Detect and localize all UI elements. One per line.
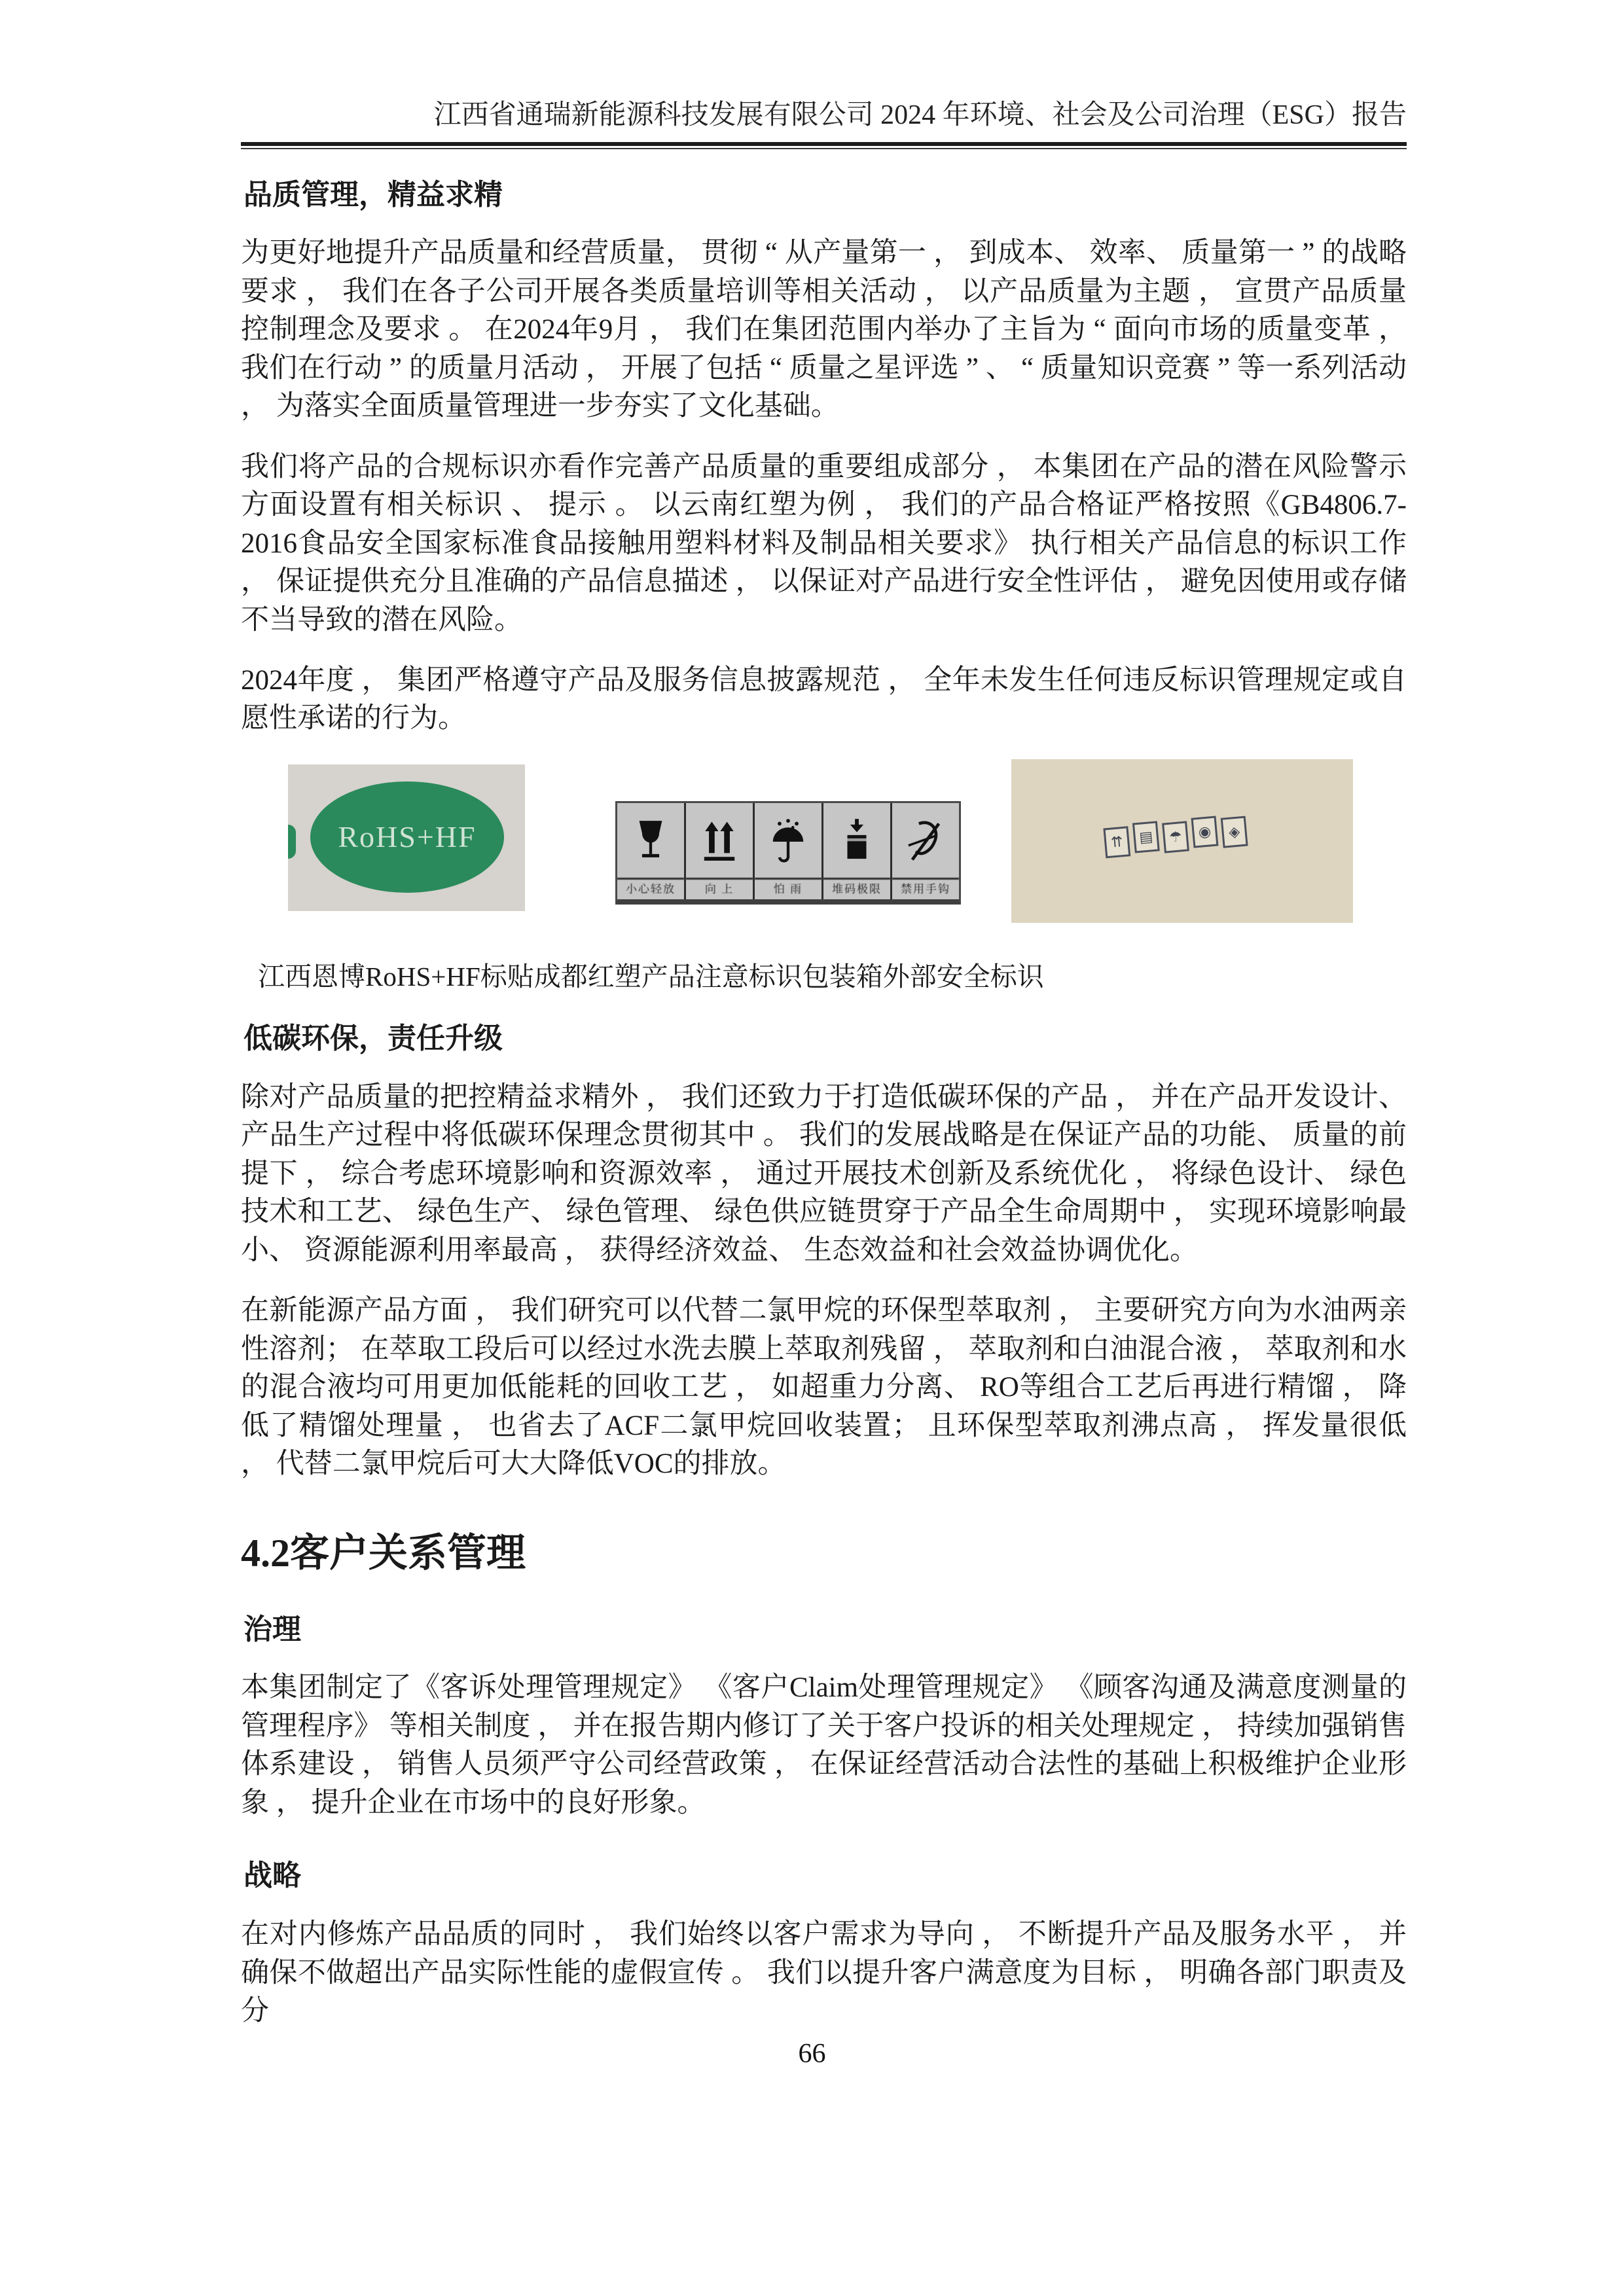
low-carbon-paragraph-1: 除对产品质量的把控精益求精外 ， 我们还致力于打造低碳环保的产品 ， 并在产品开发设计、 产品生产过程中将低碳环保理念贯彻其中 。 我们的发展战略是在保证产品的功能、 质量的前提下 ， 综合考虑环境影响和资源效率 ， 通过开展技术创新及系统优化 ， 将绿色设计、 绿色技术和工艺、 绿色生产、 绿色管理、 绿色供应链贯穿于产品全生命周期中 ， 实现环境影响最小、 资源能源利用率最高 ， 获得经济效益、 生态效益和社会效益协调优化。 bbox=[241, 1081, 1407, 1266]
up-arrows-symbol: ⇈ bbox=[1103, 826, 1130, 858]
low-carbon-paragraph-2: 在新能源产品方面 ， 我们研究可以代替二氯甲烷的环保型萃取剂 ， 主要研究方向为水油两亲性溶剂； 在萃取工段后可以经过水洗去膜上萃取剂残留 ， 萃取剂和白油混合液 ， 萃取剂和水的混合液均可用更加低能耗的回收工艺 ， 如超重力分离、 RO等组合工艺后再进行精馏 ， 降低了精馏处理量 ， 也省去了ACF二氯甲烷回收装置； 且环保型萃取剂沸点高 ， 挥发量很低 ， 代替二氯甲烷后可大大降低VOC的排放。 bbox=[241, 1295, 1407, 1480]
packaging-symbol-cell bbox=[617, 803, 686, 899]
keep-dry-icon bbox=[755, 803, 821, 878]
quality-paragraph-2: 我们将产品的合规标识亦看作完善产品质量的重要组成部分 ， 本集团在产品的潜在风险警示方面设置有相关标识 、 提示 。 以云南红塑为例 ， 我们的产品合格证严格按照《GB4806.7-2016食品安全国家标准食品接触用塑料材料及制品相关要求》 执行相关产品信息的标识工作 ， 保证提供充分且准确的产品信息描述 ， 以保证对产品进行安全性评估 ， 避免因使用或存储不当导致的潜在风险。 bbox=[241, 451, 1407, 636]
rohs-hf-green-ellipse bbox=[310, 781, 504, 893]
handle-care-symbol: ◉ bbox=[1191, 816, 1219, 848]
packaging-symbol-cell bbox=[686, 803, 755, 899]
symbol-caption: 怕 雨 bbox=[755, 878, 821, 899]
rohs-hf-text: RoHS+HF bbox=[338, 820, 477, 854]
quality-paragraph-3: 2024年度 ， 集团严格遵守产品及服务信息披露规范 ， 全年未发生任何违反标识管理规定或自愿性承诺的行为。 bbox=[241, 664, 1407, 734]
strategy-paragraph: 在对内修炼产品品质的同时 ， 我们始终以客户需求为导向 ， 不断提升产品及服务水平 ， 并确保不做超出产品实际性能的虚假宣传 。 我们以提升客户满意度为目标 ， 明确各部门职责及分 bbox=[241, 1919, 1407, 2026]
stacking-symbol: ▤ bbox=[1132, 821, 1160, 853]
symbol-caption: 堆码极限 bbox=[823, 878, 890, 899]
figure-row bbox=[241, 759, 1407, 924]
packaging-symbol-cell bbox=[823, 803, 892, 899]
figure-packaging-symbols-strip bbox=[615, 801, 961, 905]
symbol-caption: 向 上 bbox=[686, 878, 753, 899]
heading-quality-management: 品质管理，精益求精 bbox=[244, 178, 503, 211]
report-header-title: 江西省通瑞新能源科技发展有限公司 2024 年环境、社会及公司治理（ESG）报告 bbox=[433, 100, 1407, 130]
packaging-symbol-cell bbox=[892, 803, 959, 899]
symbol-caption: 小心轻放 bbox=[617, 878, 684, 899]
page-number: 66 bbox=[798, 2039, 826, 2069]
figure-caption: 江西恩博RoHS+HF标贴成都红塑产品注意标识包装箱外部安全标识 bbox=[258, 961, 1044, 992]
quality-paragraph-1: 为更好地提升产品质量和经营质量， 贯彻 “ 从产量第一 ， 到成本、 效率、 质量第一 ” 的战略要求 ， 我们在各子公司开展各类质量培训等相关活动 ， 以产品质量为主题 ， 宣贯产品质量控制理念及要求 。 在2024年9月 ， 我们在集团范围内举办了主旨为 “ 面向市场的质量变革 ， 我们在行动 ” 的质量月活动 ， 开展了包括 “ 质量之星评选 ” 、 “ 质量知识竞赛 ” 等一系列活动 ， 为落实全面质量管理进一步夯实了文化基础。 bbox=[241, 238, 1407, 422]
adjacent-label-sliver bbox=[288, 825, 296, 859]
this-way-up-icon bbox=[686, 803, 753, 878]
shield-symbol: ◈ bbox=[1221, 816, 1248, 848]
no-hand-hooks-icon bbox=[892, 803, 959, 878]
carton-symbol-row bbox=[1103, 816, 1248, 859]
fragile-glass-icon bbox=[617, 803, 684, 878]
symbol-caption: 禁用手钩 bbox=[892, 878, 959, 899]
packaging-symbol-cell bbox=[755, 803, 823, 899]
figure-carton-safety-labels bbox=[1011, 759, 1353, 923]
governance-paragraph: 本集团制定了《客诉处理管理规定》 《客户Claim处理管理规定》 《顾客沟通及满意度测量的管理程序》 等相关制度 ， 并在报告期内修订了关于客户投诉的相关处理规定 ， 持续加强销售体系建设 ， 销售人员须严守公司经营政策 ， 在保证经营活动合法性的基础上积极维护企业形象 ， 提升企业在市场中的良好形象。 bbox=[241, 1672, 1407, 1818]
figure-rohs-hf-label bbox=[288, 764, 525, 911]
header-divider bbox=[241, 142, 1407, 149]
umbrella-symbol: ☂ bbox=[1162, 821, 1189, 853]
heading-governance: 治理 bbox=[244, 1613, 301, 1645]
heading-low-carbon: 低碳环保，责任升级 bbox=[244, 1022, 503, 1055]
heading-strategy: 战略 bbox=[244, 1859, 301, 1892]
stacking-limit-icon bbox=[823, 803, 890, 878]
heading-section-4-2: 4.2客户关系管理 bbox=[241, 1531, 526, 1575]
